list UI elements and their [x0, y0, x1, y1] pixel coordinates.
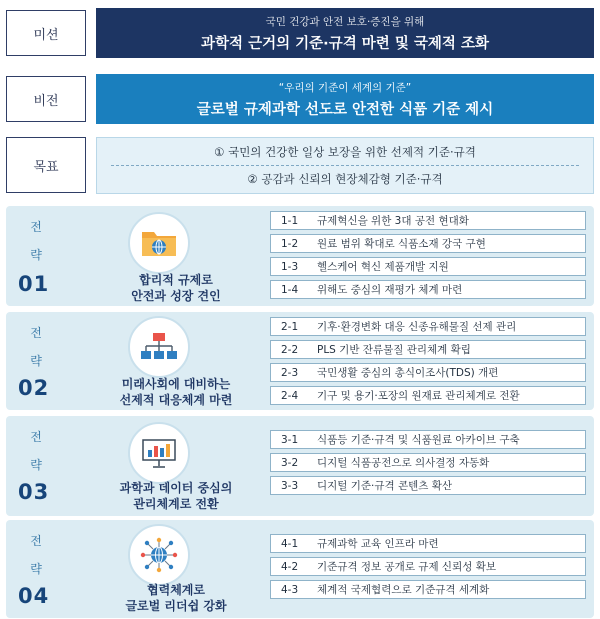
strategy-items — [270, 317, 586, 409]
vision-banner — [96, 74, 594, 124]
list-item: 3-2 디지털 식품공전으로 의사결정 자동화 — [270, 453, 586, 472]
list-item: 3-1 식품등 기준·규격 및 식품원료 아카이브 구축 — [270, 430, 586, 449]
strategy-items — [270, 211, 586, 303]
strategy-word: 전 략 — [30, 326, 42, 368]
list-item: 2-2 PLS 기반 잔류물질 관리체계 확립 — [270, 340, 586, 359]
list-item: 3-3 디지털 기준·규격 콘텐츠 확산 — [270, 476, 586, 495]
list-item: 2-4 기구 및 용기·포장의 원재료 관리체계로 전환 — [270, 386, 586, 405]
list-item: 1-3 헬스케어 혁신 제품개발 지원 — [270, 257, 586, 276]
strategy-items — [270, 534, 586, 603]
strategy-number: 03 — [18, 480, 50, 504]
goal-item-2: ② 공감과 신뢰의 현장체감형 기준·규격 — [247, 171, 443, 186]
list-item: 4-3 체계적 국제협력으로 기준규격 세계화 — [270, 580, 586, 599]
list-item: 4-1 규제과학 교육 인프라 마련 — [270, 534, 586, 553]
strategy-title: 협력체계로 글로벌 리더쉽 강화 — [125, 583, 227, 613]
mission-label: 미션 — [6, 10, 86, 56]
strategy-panel-4 — [6, 520, 594, 618]
mission-subtitle: 국민 건강과 안전 보호·증진을 위해 — [265, 15, 425, 28]
goal-item-1: ① 국민의 건강한 일상 보장을 위한 선제적 기준·규격 — [214, 145, 476, 160]
strategy-word: 전 략 — [30, 430, 42, 472]
list-item: 1-2 원료 범위 확대로 식품소재 강국 구현 — [270, 234, 586, 253]
folder-globe-icon — [128, 212, 190, 274]
strategy-title: 과학과 데이터 중심의 관리체계로 전환 — [119, 481, 233, 511]
strategy-items — [270, 430, 586, 499]
strategy-title: 합리적 규제로 안전과 성장 견인 — [131, 273, 221, 303]
strategy-panel-2 — [6, 312, 594, 410]
strategy-word: 전 략 — [30, 534, 42, 576]
list-item: 4-2 기준규격 정보 공개로 규제 신뢰성 확보 — [270, 557, 586, 576]
mission-title: 과학적 근거의 기준·규격 마련 및 국제적 조화 — [201, 35, 489, 52]
org-chart-icon — [128, 316, 190, 378]
vision-subtitle: “우리의 기준이 세계의 기준” — [278, 81, 412, 94]
strategy-panel-1 — [6, 206, 594, 306]
goal-label: 목표 — [6, 137, 86, 193]
goal-box — [96, 137, 594, 194]
list-item: 2-3 국민생활 중심의 총식이조사(TDS) 개편 — [270, 363, 586, 382]
network-globe-icon — [128, 524, 190, 586]
strategy-title: 미래사회에 대비하는 선제적 대응체계 마련 — [119, 377, 233, 407]
vision-label: 비전 — [6, 76, 86, 122]
list-item: 1-4 위해도 중심의 재평가 체계 마련 — [270, 280, 586, 299]
goal-divider — [111, 165, 579, 166]
strategy-number: 01 — [18, 272, 50, 296]
vision-title: 글로벌 규제과학 선도로 안전한 식품 기준 제시 — [196, 101, 494, 118]
list-item: 1-1 규제혁신을 위한 3대 공전 현대화 — [270, 211, 586, 230]
strategy-word: 전 략 — [30, 220, 42, 262]
strategy-number: 04 — [18, 584, 50, 608]
strategy-panel-3 — [6, 416, 594, 516]
mission-banner — [96, 8, 594, 58]
list-item: 2-1 기후·환경변화 대응 신종유해물질 선제 관리 — [270, 317, 586, 336]
strategy-number: 02 — [18, 376, 50, 400]
presentation-chart-icon — [128, 422, 190, 484]
